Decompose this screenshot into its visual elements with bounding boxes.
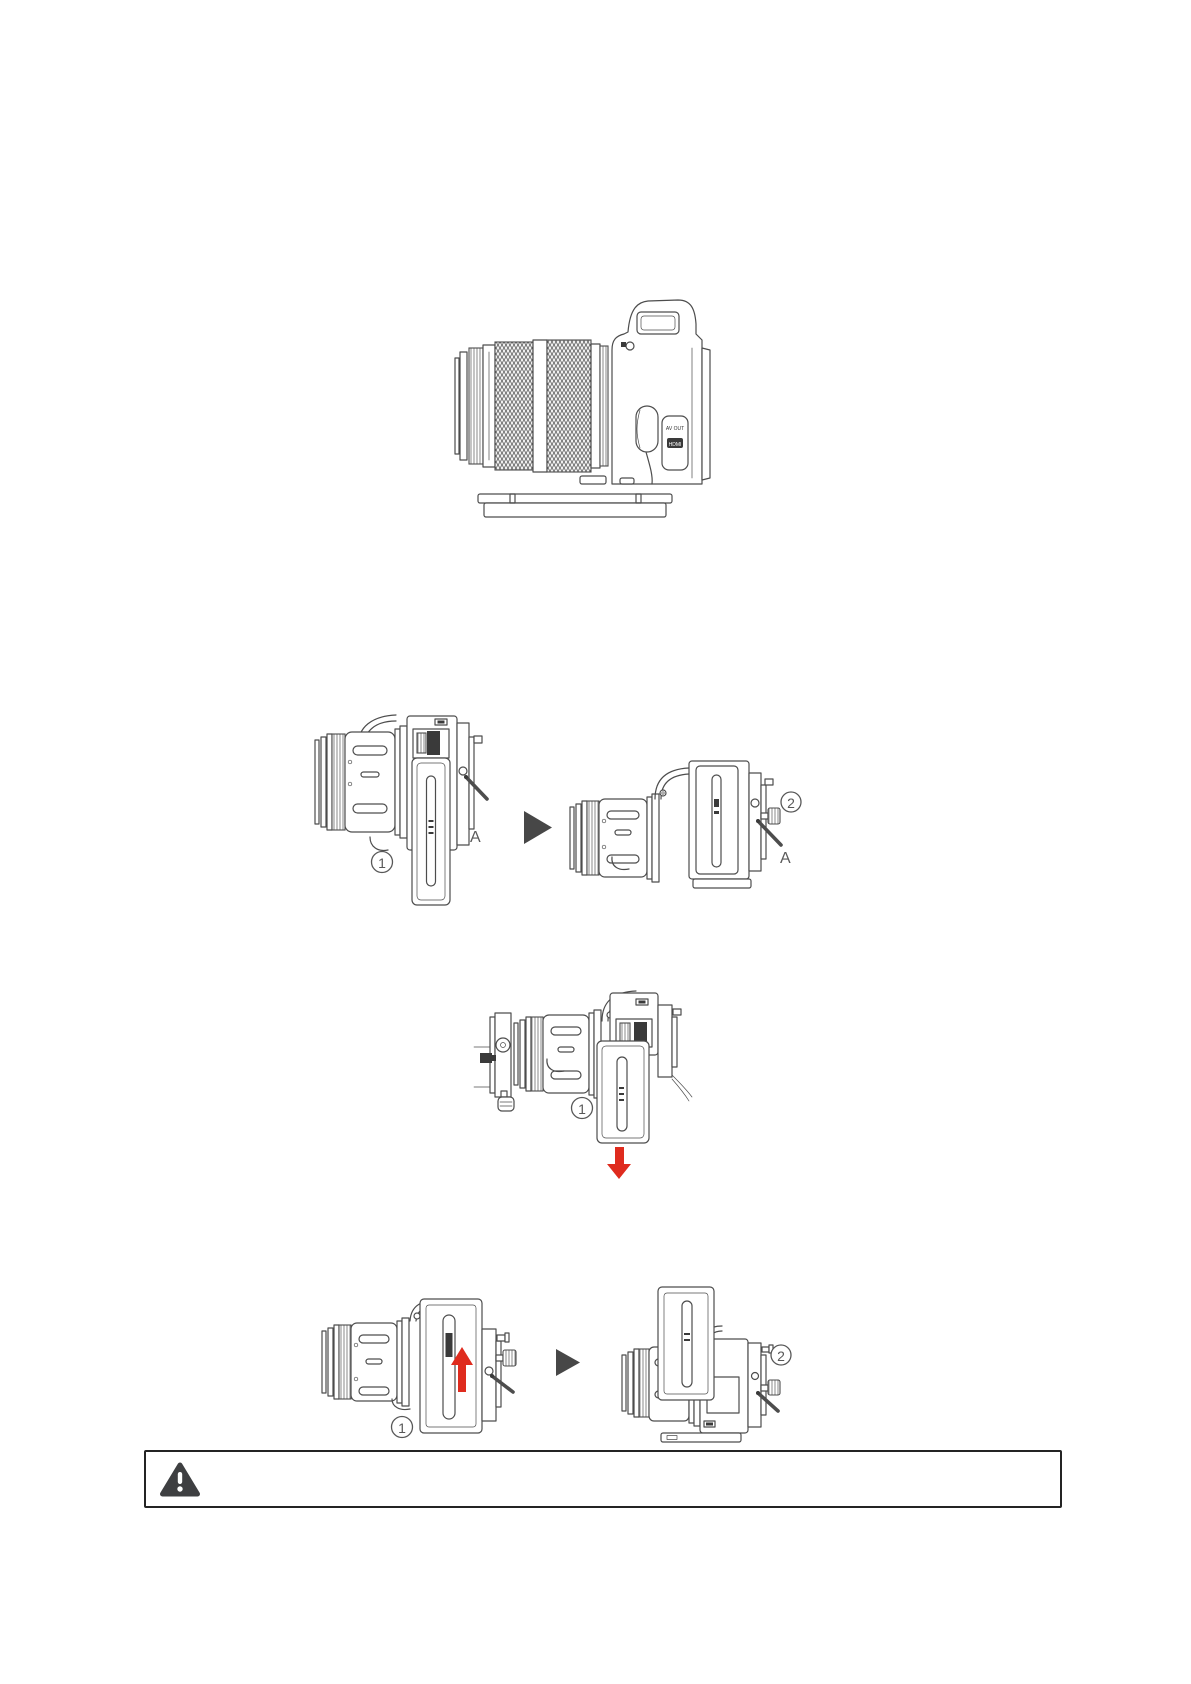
svg-text:1: 1 bbox=[398, 1420, 406, 1436]
base-plate bbox=[478, 494, 672, 517]
side-bracket bbox=[457, 723, 487, 845]
side-bracket bbox=[658, 1005, 692, 1101]
thumbscrew-knob bbox=[503, 1350, 516, 1366]
vertical-mounting-plate bbox=[597, 1041, 649, 1143]
camera-lens bbox=[570, 799, 647, 877]
next-step-arrow-icon bbox=[553, 1347, 583, 1379]
camera-illustration bbox=[440, 288, 720, 523]
port-label-avout: AV OUT bbox=[665, 426, 685, 432]
step-number-badge bbox=[372, 852, 393, 873]
rod-clamp bbox=[474, 1013, 514, 1111]
plate-raised-illustration bbox=[615, 1283, 815, 1448]
warning-box bbox=[144, 1450, 1062, 1508]
step-number-badge bbox=[771, 1345, 791, 1365]
svg-text:2: 2 bbox=[787, 795, 795, 811]
red-arrow-down-icon bbox=[607, 1147, 631, 1179]
step-number-badge bbox=[572, 1098, 593, 1119]
camera-lens bbox=[514, 1015, 589, 1093]
part-label-a: A bbox=[780, 850, 791, 867]
port-label-hdmi: HDMI bbox=[668, 442, 682, 448]
svg-text:1: 1 bbox=[578, 1101, 586, 1117]
lens bbox=[455, 340, 608, 472]
warning-triangle-icon bbox=[159, 1461, 201, 1497]
camera-lens bbox=[322, 1323, 397, 1401]
slide-plate-down-illustration bbox=[450, 975, 695, 1185]
vertical-mounting-plate bbox=[689, 761, 751, 888]
step1-attach-plate-illustration bbox=[300, 700, 500, 920]
thumbscrew-knob bbox=[768, 808, 780, 824]
camera-lens bbox=[315, 732, 395, 832]
part-label-a: A bbox=[470, 829, 481, 846]
slide-plate-up-illustration bbox=[310, 1295, 525, 1445]
step-number-badge bbox=[781, 792, 801, 812]
step-number-badge bbox=[392, 1417, 413, 1438]
mount-collar bbox=[395, 729, 400, 835]
next-step-arrow-icon bbox=[520, 808, 556, 848]
svg-text:1: 1 bbox=[378, 855, 386, 871]
port-cover bbox=[662, 416, 688, 470]
base-foot bbox=[661, 1433, 741, 1442]
vertical-mounting-plate bbox=[412, 758, 450, 905]
side-bracket bbox=[749, 773, 781, 871]
side-bracket bbox=[482, 1329, 516, 1421]
thumbscrew-knob bbox=[768, 1380, 780, 1395]
clamp-knob bbox=[498, 1097, 514, 1111]
step2-lock-lever-illustration bbox=[555, 755, 805, 895]
svg-text:2: 2 bbox=[777, 1348, 785, 1364]
vertical-mounting-plate bbox=[420, 1299, 482, 1433]
vertical-mounting-plate bbox=[658, 1287, 714, 1400]
